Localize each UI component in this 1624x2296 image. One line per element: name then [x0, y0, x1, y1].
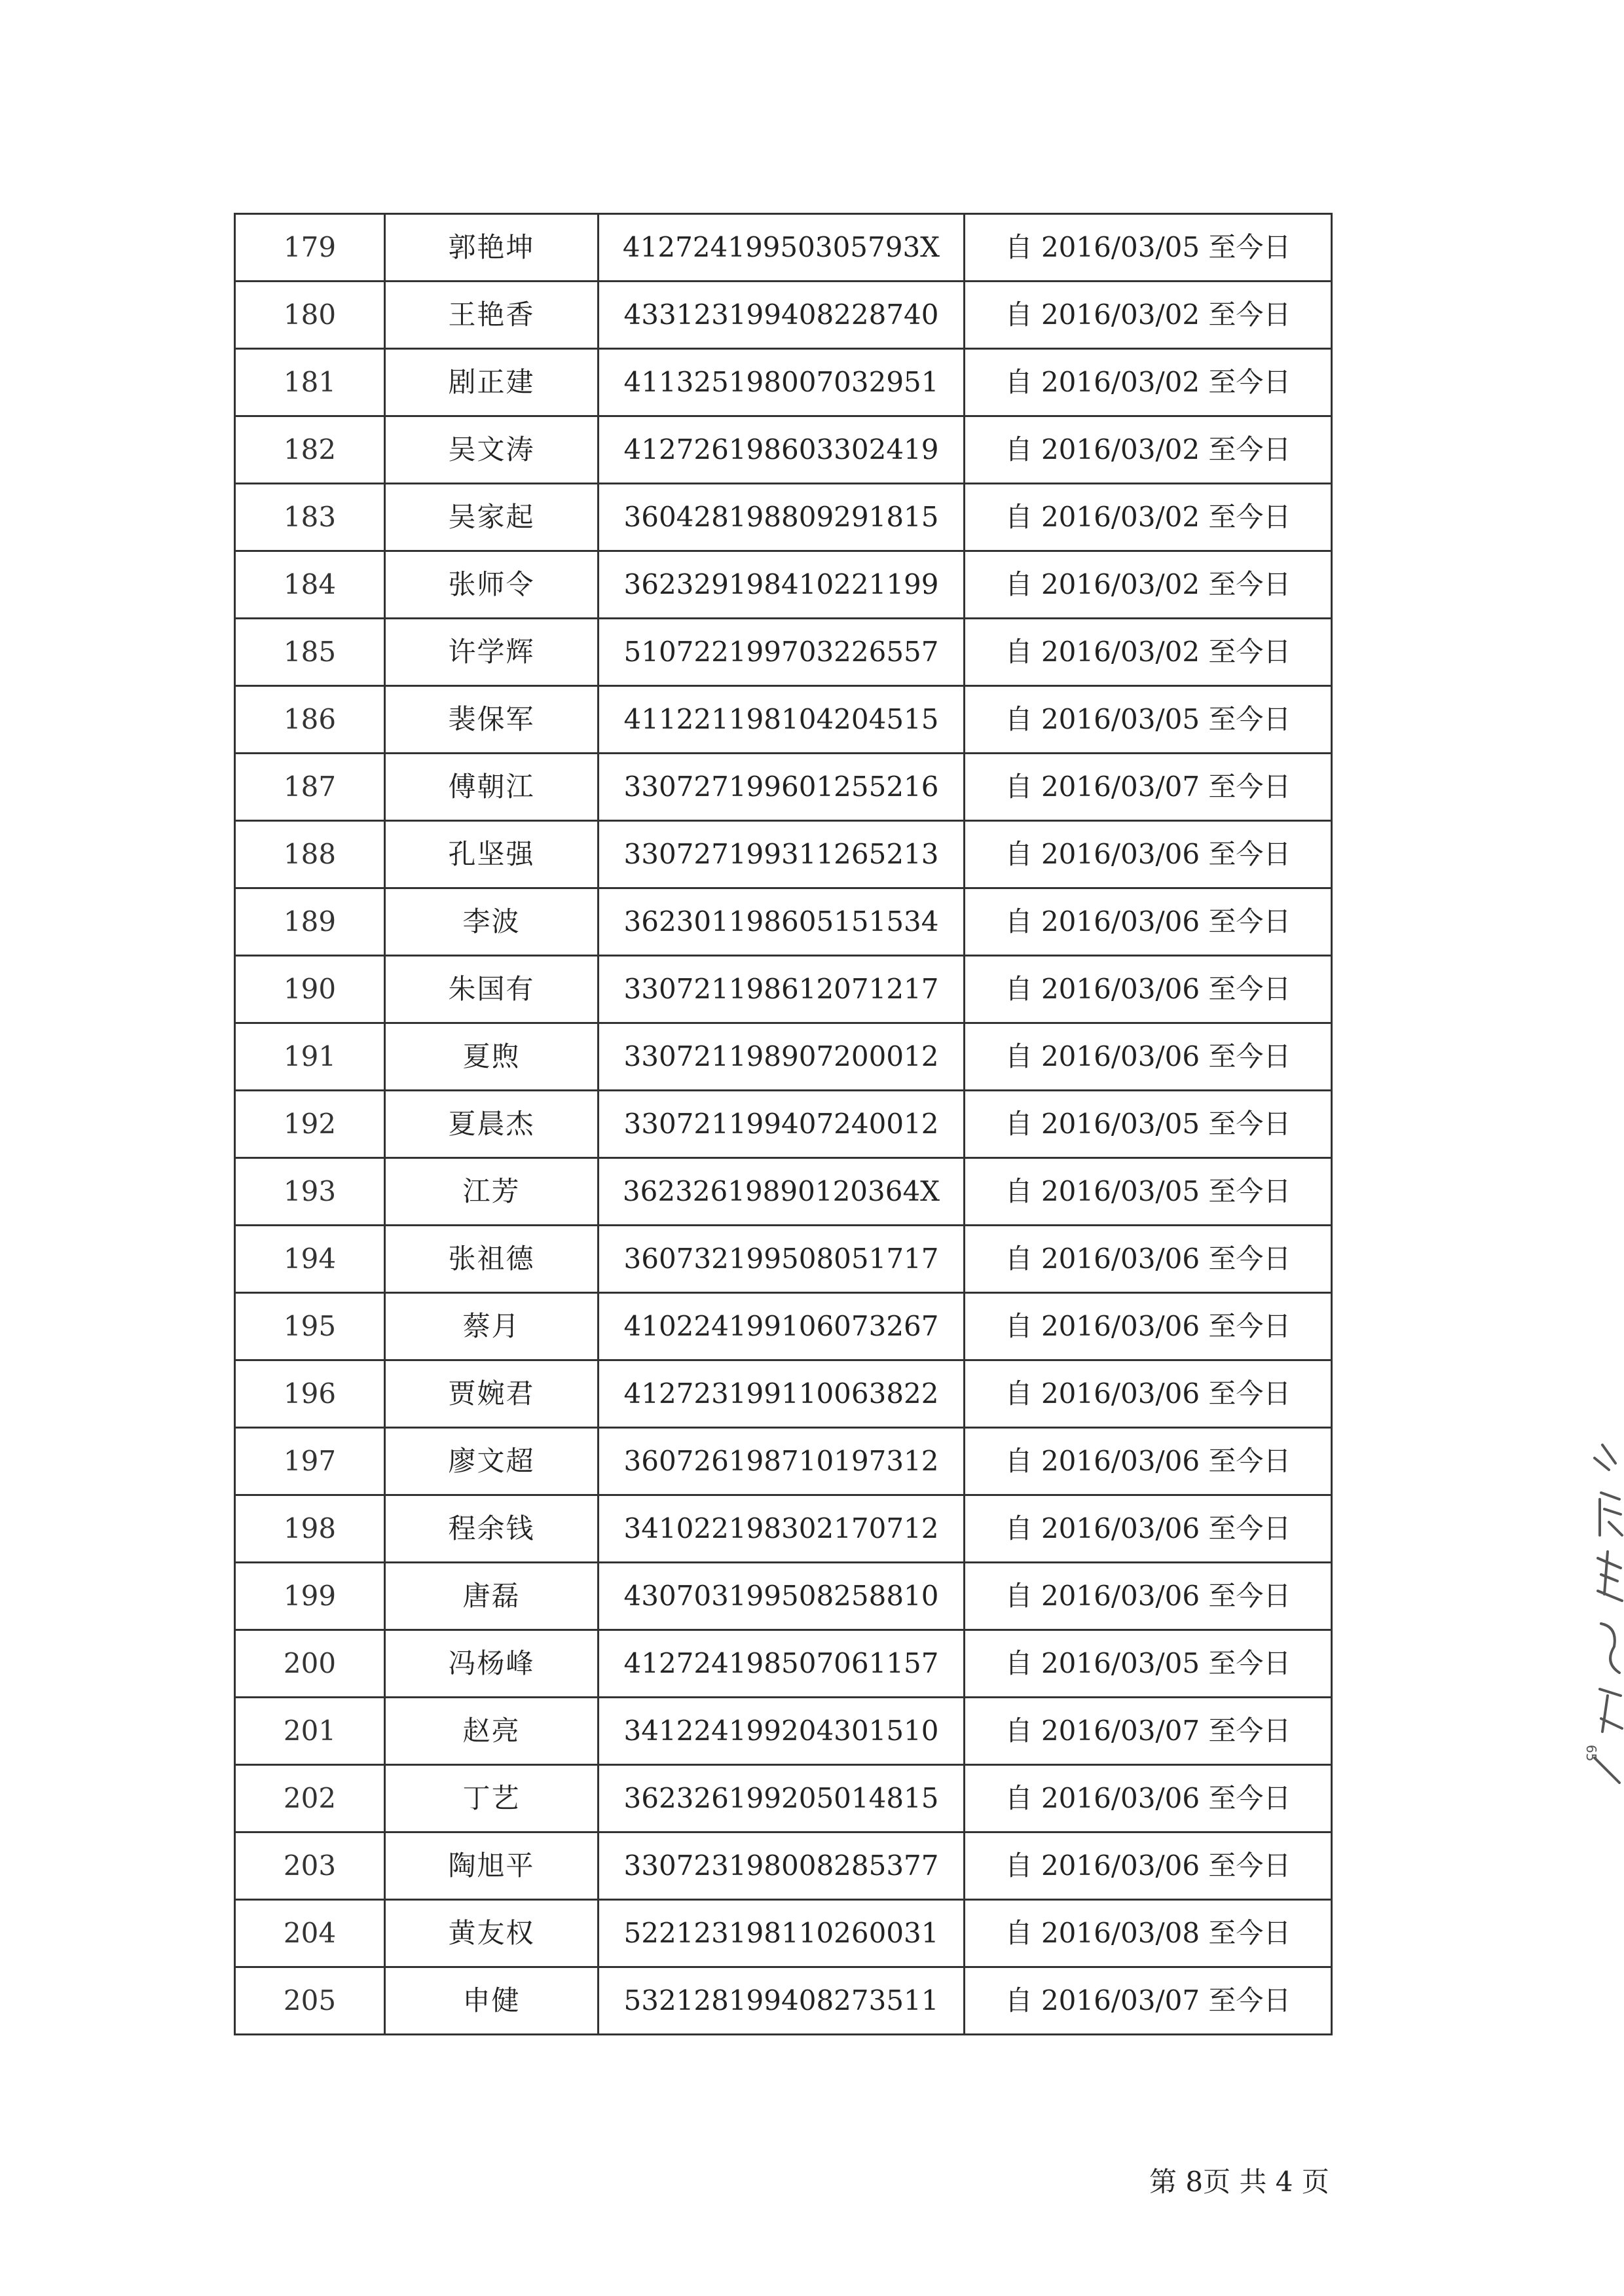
name-cell: 剧正建: [385, 349, 599, 416]
id-number-cell: 362301198605151534: [599, 888, 965, 956]
name-cell: 裴保军: [385, 686, 599, 754]
name-cell: 吴家起: [385, 484, 599, 551]
row-number-cell: 180: [235, 282, 385, 349]
id-number-cell: 412724198507061157: [599, 1630, 965, 1698]
table-row: [235, 484, 1332, 551]
id-number-cell: 522123198110260031: [599, 1900, 965, 1967]
id-number-cell: 362329198410221199: [599, 551, 965, 619]
date-cell: 自 2016/03/06 至今日: [965, 1023, 1332, 1091]
id-number-cell: 411325198007032951: [599, 349, 965, 416]
name-cell: 陶旭平: [385, 1832, 599, 1900]
name-cell: 吴文涛: [385, 416, 599, 484]
table-row: [235, 1158, 1332, 1226]
date-cell: 自 2016/03/07 至今日: [965, 1698, 1332, 1765]
row-number-cell: 182: [235, 416, 385, 484]
table-row: [235, 1630, 1332, 1698]
table-row: [235, 416, 1332, 484]
name-cell: 李波: [385, 888, 599, 956]
row-number-cell: 202: [235, 1765, 385, 1832]
name-cell: 蔡月: [385, 1293, 599, 1360]
table-row: [235, 1900, 1332, 1967]
table-row: [235, 888, 1332, 956]
id-number-cell: 330723198008285377: [599, 1832, 965, 1900]
table-row: [235, 1698, 1332, 1765]
row-number-cell: 186: [235, 686, 385, 754]
table-row: [235, 619, 1332, 686]
row-number-cell: 191: [235, 1023, 385, 1091]
id-number-cell: 330727199601255216: [599, 754, 965, 821]
date-cell: 自 2016/03/06 至今日: [965, 1765, 1332, 1832]
name-cell: 黄友权: [385, 1900, 599, 1967]
id-number-cell: 330721198612071217: [599, 956, 965, 1023]
id-number-cell: 412726198603302419: [599, 416, 965, 484]
table-row: [235, 551, 1332, 619]
name-cell: 江芳: [385, 1158, 599, 1226]
name-cell: 许学辉: [385, 619, 599, 686]
name-cell: 申健: [385, 1967, 599, 2035]
date-cell: 自 2016/03/06 至今日: [965, 821, 1332, 888]
row-number-cell: 192: [235, 1091, 385, 1158]
name-cell: 夏晨杰: [385, 1091, 599, 1158]
date-cell: 自 2016/03/07 至今日: [965, 1967, 1332, 2035]
name-cell: 傅朝江: [385, 754, 599, 821]
table-row: [235, 1226, 1332, 1293]
id-number-cell: 360428198809291815: [599, 484, 965, 551]
table-row: [235, 282, 1332, 349]
table-row: [235, 1563, 1332, 1630]
registration-table: [234, 213, 1333, 2035]
date-cell: 自 2016/03/06 至今日: [965, 1832, 1332, 1900]
table-row: [235, 1360, 1332, 1428]
date-cell: 自 2016/03/07 至今日: [965, 754, 1332, 821]
side-stamp: [1568, 1437, 1624, 1784]
date-cell: 自 2016/03/05 至今日: [965, 1091, 1332, 1158]
row-number-cell: 194: [235, 1226, 385, 1293]
table-row: [235, 349, 1332, 416]
date-cell: 自 2016/03/06 至今日: [965, 1563, 1332, 1630]
table-row: [235, 214, 1332, 282]
table-row: [235, 1832, 1332, 1900]
name-cell: 程余钱: [385, 1495, 599, 1563]
id-number-cell: 341022198302170712: [599, 1495, 965, 1563]
date-cell: 自 2016/03/02 至今日: [965, 619, 1332, 686]
table-row: [235, 1428, 1332, 1495]
table-row: [235, 1967, 1332, 2035]
date-cell: 自 2016/03/05 至今日: [965, 214, 1332, 282]
name-cell: 郭艳坤: [385, 214, 599, 282]
date-cell: 自 2016/03/06 至今日: [965, 1495, 1332, 1563]
date-cell: 自 2016/03/06 至今日: [965, 1293, 1332, 1360]
name-cell: 贾婉君: [385, 1360, 599, 1428]
table-row: [235, 821, 1332, 888]
stamp-page-number: 65: [1583, 1745, 1599, 1762]
date-cell: 自 2016/03/06 至今日: [965, 1428, 1332, 1495]
row-number-cell: 190: [235, 956, 385, 1023]
name-cell: 王艳香: [385, 282, 599, 349]
row-number-cell: 197: [235, 1428, 385, 1495]
row-number-cell: 193: [235, 1158, 385, 1226]
id-number-cell: 330727199311265213: [599, 821, 965, 888]
row-number-cell: 196: [235, 1360, 385, 1428]
row-number-cell: 189: [235, 888, 385, 956]
date-cell: 自 2016/03/05 至今日: [965, 1158, 1332, 1226]
id-number-cell: 360726198710197312: [599, 1428, 965, 1495]
table-row: [235, 1091, 1332, 1158]
row-number-cell: 195: [235, 1293, 385, 1360]
row-number-cell: 187: [235, 754, 385, 821]
date-cell: 自 2016/03/02 至今日: [965, 349, 1332, 416]
table-row: [235, 686, 1332, 754]
id-number-cell: 412723199110063822: [599, 1360, 965, 1428]
date-cell: 自 2016/03/06 至今日: [965, 1226, 1332, 1293]
row-number-cell: 188: [235, 821, 385, 888]
id-number-cell: 360732199508051717: [599, 1226, 965, 1293]
row-number-cell: 184: [235, 551, 385, 619]
row-number-cell: 183: [235, 484, 385, 551]
date-cell: 自 2016/03/02 至今日: [965, 484, 1332, 551]
row-number-cell: 203: [235, 1832, 385, 1900]
date-cell: 自 2016/03/08 至今日: [965, 1900, 1332, 1967]
date-cell: 自 2016/03/02 至今日: [965, 416, 1332, 484]
name-cell: 张师令: [385, 551, 599, 619]
row-number-cell: 179: [235, 214, 385, 282]
id-number-cell: 433123199408228740: [599, 282, 965, 349]
row-number-cell: 185: [235, 619, 385, 686]
table-row: [235, 1023, 1332, 1091]
stamp-graphic: [1568, 1437, 1624, 1784]
row-number-cell: 198: [235, 1495, 385, 1563]
id-number-cell: 330721198907200012: [599, 1023, 965, 1091]
page-footer: 第 8页 共 4 页: [1149, 2166, 1329, 2198]
table-row: [235, 1293, 1332, 1360]
row-number-cell: 200: [235, 1630, 385, 1698]
date-cell: 自 2016/03/06 至今日: [965, 956, 1332, 1023]
date-cell: 自 2016/03/02 至今日: [965, 551, 1332, 619]
table-row: [235, 754, 1332, 821]
id-number-cell: 36232619890120364X: [599, 1158, 965, 1226]
name-cell: 冯杨峰: [385, 1630, 599, 1698]
id-number-cell: 410224199106073267: [599, 1293, 965, 1360]
row-number-cell: 181: [235, 349, 385, 416]
id-number-cell: 411221198104204515: [599, 686, 965, 754]
date-cell: 自 2016/03/02 至今日: [965, 282, 1332, 349]
id-number-cell: 532128199408273511: [599, 1967, 965, 2035]
date-cell: 自 2016/03/06 至今日: [965, 1360, 1332, 1428]
date-cell: 自 2016/03/05 至今日: [965, 686, 1332, 754]
name-cell: 张祖德: [385, 1226, 599, 1293]
row-number-cell: 199: [235, 1563, 385, 1630]
name-cell: 丁艺: [385, 1765, 599, 1832]
row-number-cell: 205: [235, 1967, 385, 2035]
id-number-cell: 341224199204301510: [599, 1698, 965, 1765]
row-number-cell: 201: [235, 1698, 385, 1765]
name-cell: 唐磊: [385, 1563, 599, 1630]
id-number-cell: 430703199508258810: [599, 1563, 965, 1630]
date-cell: 自 2016/03/05 至今日: [965, 1630, 1332, 1698]
name-cell: 朱国有: [385, 956, 599, 1023]
name-cell: 赵亮: [385, 1698, 599, 1765]
name-cell: 夏煦: [385, 1023, 599, 1091]
date-cell: 自 2016/03/06 至今日: [965, 888, 1332, 956]
table-row: [235, 1495, 1332, 1563]
id-number-cell: 41272419950305793X: [599, 214, 965, 282]
name-cell: 孔坚强: [385, 821, 599, 888]
id-number-cell: 362326199205014815: [599, 1765, 965, 1832]
name-cell: 廖文超: [385, 1428, 599, 1495]
id-number-cell: 330721199407240012: [599, 1091, 965, 1158]
table-body: [235, 214, 1332, 2035]
table-row: [235, 956, 1332, 1023]
id-number-cell: 510722199703226557: [599, 619, 965, 686]
table-row: [235, 1765, 1332, 1832]
row-number-cell: 204: [235, 1900, 385, 1967]
